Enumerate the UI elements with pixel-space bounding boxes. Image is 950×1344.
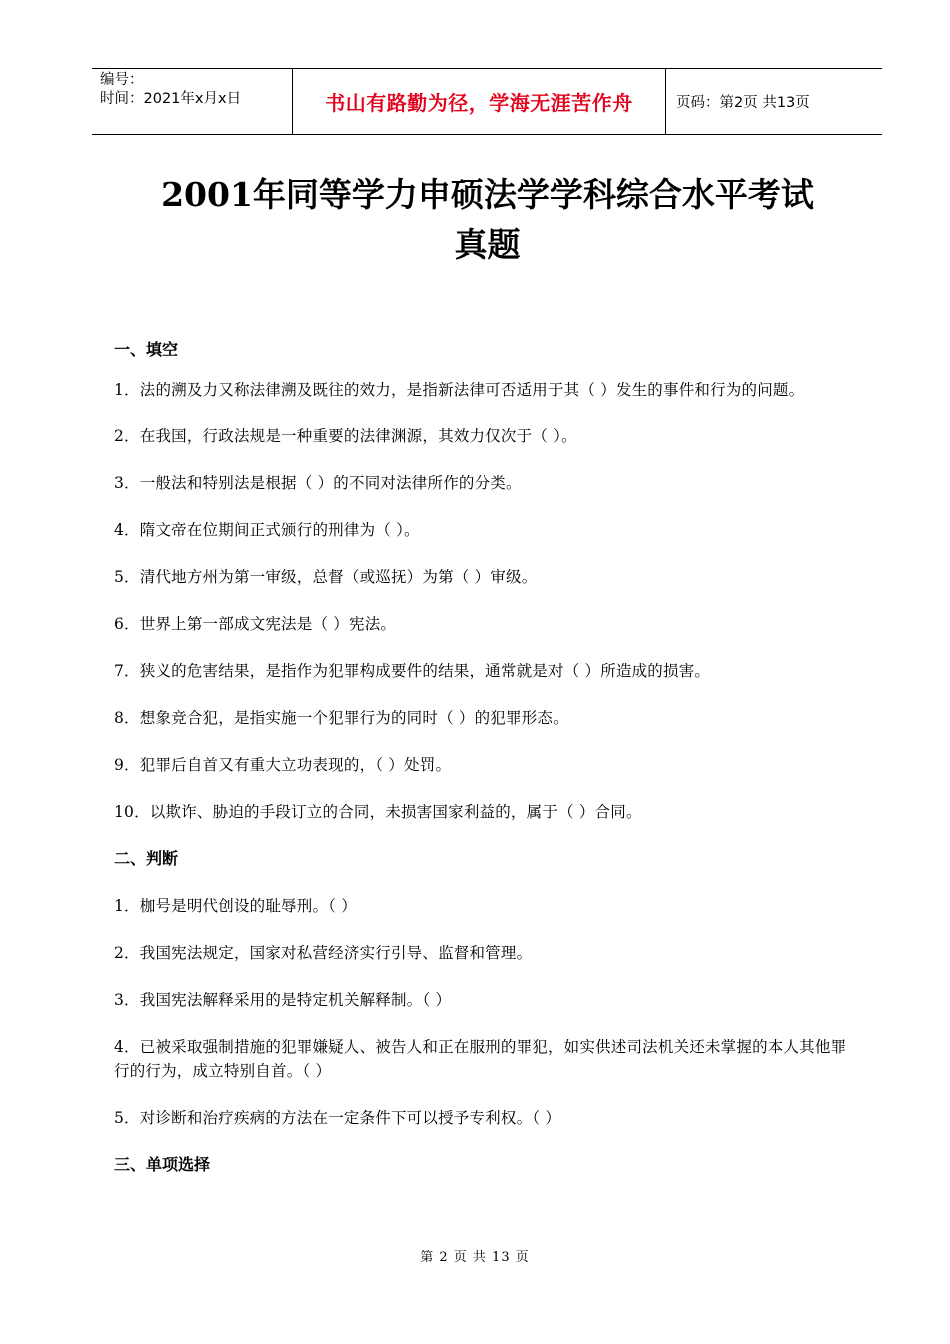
question-item: 2．我国宪法规定，国家对私营经济实行引导、监督和管理。 [114, 944, 533, 962]
header-motto: 书山有路勤为径，学海无涯苦作舟 [293, 69, 666, 134]
time-label: 时间：2021年x月x日 [100, 91, 242, 107]
question-item: 6．世界上第一部成文宪法是（ ）宪法。 [114, 615, 397, 633]
question-item: 4．隋文帝在位期间正式颁行的刑律为（ ）。 [114, 521, 420, 539]
question-item: 3．一般法和特别法是根据（ ）的不同对法律所作的分类。 [114, 474, 522, 492]
page-header [92, 68, 882, 135]
title-line-1: 2001年同等学力申硕法学学科综合水平考试 [161, 175, 814, 214]
question-item: 8．想象竞合犯，是指实施一个犯罪行为的同时（ ）的犯罪形态。 [114, 709, 569, 727]
header-page-info: 页码：第2页 共13页 [676, 95, 810, 111]
document-title [60, 170, 915, 270]
page-footer: 第 2 页 共 13 页 [420, 1250, 530, 1265]
question-item: 5．清代地方州为第一审级，总督（或巡抚）为第（ ）审级。 [114, 568, 538, 586]
section-heading: 三、单项选择 [114, 1155, 211, 1174]
header-meta [92, 69, 293, 134]
question-item: 5．对诊断和治疗疾病的方法在一定条件下可以授予专利权。（ ） [114, 1109, 562, 1127]
question-item: 7．狭义的危害结果，是指作为犯罪构成要件的结果，通常就是对（ ）所造成的损害。 [114, 662, 711, 680]
question-item: 3．我国宪法解释采用的是特定机关解释制。（ ） [114, 991, 452, 1009]
question-item: 1．法的溯及力又称法律溯及既往的效力，是指新法律可否适用于其（ ）发生的事件和行为的问题。 [114, 381, 805, 399]
question-item: 2．在我国，行政法规是一种重要的法律渊源，其效力仅次于（ ）。 [114, 427, 577, 445]
title-line-2: 真题 [454, 225, 521, 264]
section-heading: 二、判断 [114, 849, 179, 868]
question-item: 4．已被采取强制措施的犯罪嫌疑人、被告人和正在服刑的罪犯，如实供述司法机关还未掌握的本人其他罪 行的行为，成立特别自首。（ ） [114, 1038, 847, 1080]
serial-label: 编号： [100, 72, 144, 88]
section-heading: 一、填空 [114, 340, 179, 359]
document-body [114, 338, 864, 1177]
question-item: 1．枷号是明代创设的耻辱刑。（ ） [114, 897, 357, 915]
question-item: 9．犯罪后自首又有重大立功表现的，（ ）处罚。 [114, 756, 452, 774]
question-item: 10．以欺诈、胁迫的手段订立的合同，未损害国家利益的，属于（ ）合同。 [114, 803, 642, 821]
